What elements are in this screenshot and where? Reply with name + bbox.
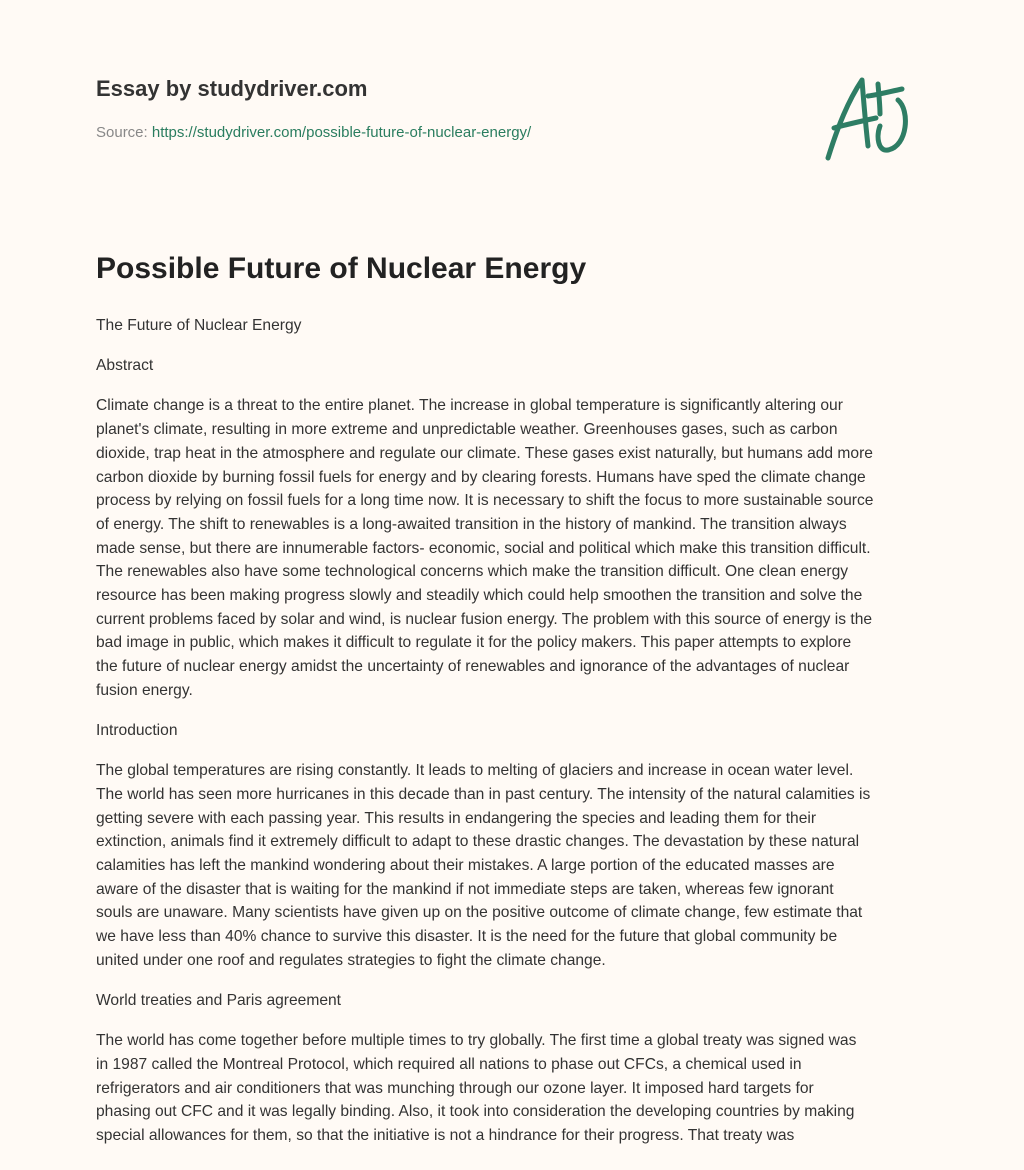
paragraph-line: The renewables also have some technological concerns which make the transition difficult. One clean energy [96,563,849,581]
paragraph-line: The world has come together before multiple times to try globally. The first time a global treaty was signed was [96,1032,857,1050]
paragraph-line: aware of the disaster that is waiting for the mankind if not immediate steps are taken, whereas few ignorant [96,880,834,898]
source-label: Source: [96,124,148,141]
paragraph-line: made sense, but there are innumerable factors- economic, social and political which make this transition difficult. [96,539,871,557]
paragraph-line: souls are unaware. Many scientists have given up on the positive outcome of climate change, few estimate that [96,904,863,922]
paragraph-line: united under one roof and regulates strategies to fight the climate change. [96,951,606,969]
paragraph [96,719,936,743]
paragraph-line: Abstract [96,357,154,375]
paragraph-line: Introduction [96,722,178,740]
site-brand: Essay by studydriver.com [96,76,368,101]
paragraph-line: we have less than 40% chance to survive this disaster. It is the need for the future that global community be [96,928,838,946]
paragraph-line: extinction, animals find it extremely difficult to adapt to these drastic changes. The devastation by these natural [96,833,860,851]
paragraph-line: the future of nuclear energy amidst the uncertainty of renewables and ignorance of the advantages of nuclear [96,658,850,676]
paragraph-line: calamities has left the mankind wondering about their mistakes. A large portion of the educated masses are [96,857,835,875]
paragraph-line: in 1987 called the Montreal Protocol, which required all nations to phase out CFCs, a chemical used in [96,1055,802,1073]
paragraph-line: fusion energy. [96,681,193,699]
essay-body [96,314,936,1164]
paragraph-line: process by relying on fossil fuels for a long time now. It is necessary to shift the focus to more sustainable source [96,492,874,510]
a-plus-logo-icon [818,66,930,166]
paragraph [96,989,936,1013]
paragraph-line: getting severe with each passing year. This results in endangering the species and leading them for their [96,809,817,827]
paragraph-line: The world has seen more hurricanes in this decade than in past century. The intensity of the natural calamities is [96,785,871,803]
paragraph-line: The Future of Nuclear Energy [96,317,302,334]
paragraph-line: bad image in public, which makes it difficult to regulate it for the policy makers. This paper attempts to explore [96,634,852,652]
paragraph [96,1029,936,1148]
source-link[interactable]: https://studydriver.com/possible-future-of-nuclear-energy/ [151,124,532,141]
paragraph-line: refrigerators and air conditioners that was munching through our ozone layer. It imposed hard targets for [96,1079,814,1097]
paragraph [96,354,936,378]
paragraph-line: Climate change is a threat to the entire planet. The increase in global temperature is significantly altering our [96,397,843,415]
source-line [96,124,531,141]
paragraph-line: special allowances for them, so that the initiative is not a hindrance for their progress. That treaty was [96,1127,795,1145]
paragraph-line: carbon dioxide by burning fossil fuels for energy and by clearing forests. Humans have sped the climate change [96,468,866,486]
paragraph-line: of energy. The shift to renewables is a long-awaited transition in the history of mankind. The transition always [96,515,847,533]
page-title: Possible Future of Nuclear Energy [96,252,587,285]
paragraph-line: dioxide, trap heat in the atmosphere and regulate our climate. These gases exist naturally, but humans add more [96,444,873,462]
paragraph-line: resource has been making progress slowly and steadily which could help smoothen the transition and solve the [96,587,863,605]
paragraph [96,759,936,972]
paragraph [96,394,936,702]
paragraph-line: planet's climate, resulting in more extreme and unpredictable weather. Greenhouses gases, such as carbon [96,421,838,439]
paragraph-line: World treaties and Paris agreement [96,992,341,1010]
paragraph [96,314,936,338]
paragraph-line: current problems faced by solar and wind, is nuclear fusion energy. The problem with this source of energy is the [96,610,873,628]
paragraph-line: The global temperatures are rising constantly. It leads to melting of glaciers and increase in ocean water level. [96,762,854,780]
paragraph-line: phasing out CFC and it was legally binding. Also, it took into consideration the developing countries by making [96,1103,855,1121]
